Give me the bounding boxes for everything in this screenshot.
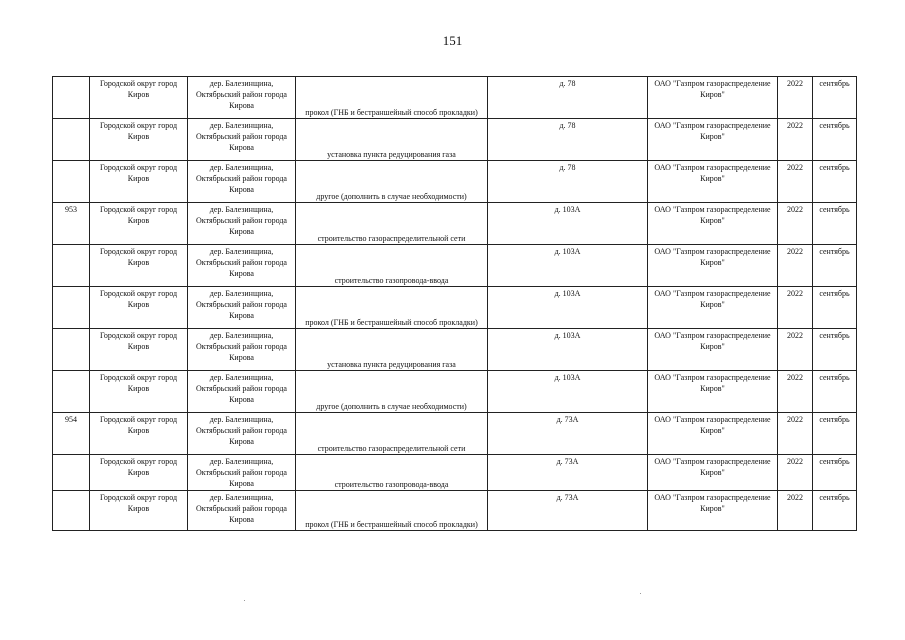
district-cell: Городской округ город Киров xyxy=(90,329,188,371)
locality-cell: дер. Балезинщина, Октябрьский район города Кирова xyxy=(188,413,296,455)
month-cell: сентябрь xyxy=(813,413,857,455)
row-number-cell xyxy=(53,455,90,491)
year-cell: 2022 xyxy=(778,203,813,245)
locality-cell: дер. Балезинщина, Октябрьский район города Кирова xyxy=(188,491,296,531)
row-number-cell xyxy=(53,329,90,371)
year-cell: 2022 xyxy=(778,245,813,287)
table-row xyxy=(53,203,857,245)
locality-cell: дер. Балезинщина, Октябрьский район города Кирова xyxy=(188,329,296,371)
year-cell: 2022 xyxy=(778,413,813,455)
table-row xyxy=(53,455,857,491)
month-cell: сентябрь xyxy=(813,329,857,371)
locality-cell: дер. Балезинщина, Октябрьский район города Кирова xyxy=(188,287,296,329)
district-cell: Городской округ город Киров xyxy=(90,245,188,287)
district-cell: Городской округ город Киров xyxy=(90,161,188,203)
district-cell: Городской округ город Киров xyxy=(90,413,188,455)
year-cell: 2022 xyxy=(778,119,813,161)
address-cell: д. 73А xyxy=(488,491,648,531)
year-cell: 2022 xyxy=(778,161,813,203)
district-cell: Городской округ город Киров xyxy=(90,119,188,161)
table-row xyxy=(53,413,857,455)
year-cell: 2022 xyxy=(778,491,813,531)
row-number-cell: 953 xyxy=(53,203,90,245)
address-cell: д. 78 xyxy=(488,119,648,161)
year-cell: 2022 xyxy=(778,455,813,491)
locality-cell: дер. Балезинщина, Октябрьский район города Кирова xyxy=(188,119,296,161)
locality-cell: дер. Балезинщина, Октябрьский район города Кирова xyxy=(188,203,296,245)
district-cell: Городской округ город Киров xyxy=(90,491,188,531)
table-row xyxy=(53,329,857,371)
organization-cell: ОАО "Газпром газораспределение Киров" xyxy=(648,203,778,245)
locality-cell: дер. Балезинщина, Октябрьский район города Кирова xyxy=(188,455,296,491)
year-cell: 2022 xyxy=(778,329,813,371)
organization-cell: ОАО "Газпром газораспределение Киров" xyxy=(648,455,778,491)
table-row xyxy=(53,77,857,119)
month-cell: сентябрь xyxy=(813,245,857,287)
scan-speck xyxy=(244,600,245,601)
work-type-cell: установка пункта редуцирования газа xyxy=(296,119,488,161)
locality-cell: дер. Балезинщина, Октябрьский район города Кирова xyxy=(188,371,296,413)
year-cell: 2022 xyxy=(778,371,813,413)
district-cell: Городской округ город Киров xyxy=(90,77,188,119)
address-cell: д. 78 xyxy=(488,161,648,203)
work-type-cell: строительство газопровода-ввода xyxy=(296,455,488,491)
address-cell: д. 103А xyxy=(488,245,648,287)
organization-cell: ОАО "Газпром газораспределение Киров" xyxy=(648,245,778,287)
address-cell: д. 103А xyxy=(488,329,648,371)
page-number: 151 xyxy=(442,33,463,48)
row-number-cell xyxy=(53,77,90,119)
organization-cell: ОАО "Газпром газораспределение Киров" xyxy=(648,329,778,371)
table-row xyxy=(53,491,857,531)
year-cell: 2022 xyxy=(778,287,813,329)
district-cell: Городской округ город Киров xyxy=(90,287,188,329)
locality-cell: дер. Балезинщина, Октябрьский район города Кирова xyxy=(188,161,296,203)
month-cell: сентябрь xyxy=(813,491,857,531)
organization-cell: ОАО "Газпром газораспределение Киров" xyxy=(648,119,778,161)
row-number-cell xyxy=(53,371,90,413)
work-type-cell: другое (дополнить в случае необходимости) xyxy=(296,371,488,413)
address-cell: д. 103А xyxy=(488,287,648,329)
address-cell: д. 103А xyxy=(488,371,648,413)
table-row xyxy=(53,161,857,203)
month-cell: сентябрь xyxy=(813,77,857,119)
table-row xyxy=(53,119,857,161)
month-cell: сентябрь xyxy=(813,455,857,491)
work-type-cell: другое (дополнить в случае необходимости) xyxy=(296,161,488,203)
address-cell: д. 73А xyxy=(488,413,648,455)
row-number-cell xyxy=(53,119,90,161)
locality-cell: дер. Балезинщина, Октябрьский район города Кирова xyxy=(188,77,296,119)
organization-cell: ОАО "Газпром газораспределение Киров" xyxy=(648,491,778,531)
address-cell: д. 103А xyxy=(488,203,648,245)
district-cell: Городской округ город Киров xyxy=(90,455,188,491)
organization-cell: ОАО "Газпром газораспределение Киров" xyxy=(648,413,778,455)
row-number-cell: 954 xyxy=(53,413,90,455)
locality-cell: дер. Балезинщина, Октябрьский район города Кирова xyxy=(188,245,296,287)
work-type-cell: прокол (ГНБ и бестраншейный способ прокладки) xyxy=(296,491,488,531)
organization-cell: ОАО "Газпром газораспределение Киров" xyxy=(648,371,778,413)
month-cell: сентябрь xyxy=(813,119,857,161)
work-type-cell: строительство газораспределительной сети xyxy=(296,413,488,455)
month-cell: сентябрь xyxy=(813,371,857,413)
row-number-cell xyxy=(53,491,90,531)
register-table xyxy=(52,76,857,531)
year-cell: 2022 xyxy=(778,77,813,119)
row-number-cell xyxy=(53,161,90,203)
scan-speck xyxy=(640,593,641,594)
address-cell: д. 78 xyxy=(488,77,648,119)
organization-cell: ОАО "Газпром газораспределение Киров" xyxy=(648,287,778,329)
district-cell: Городской округ город Киров xyxy=(90,371,188,413)
organization-cell: ОАО "Газпром газораспределение Киров" xyxy=(648,77,778,119)
month-cell: сентябрь xyxy=(813,203,857,245)
table-row xyxy=(53,287,857,329)
work-type-cell: установка пункта редуцирования газа xyxy=(296,329,488,371)
month-cell: сентябрь xyxy=(813,161,857,203)
work-type-cell: строительство газопровода-ввода xyxy=(296,245,488,287)
district-cell: Городской округ город Киров xyxy=(90,203,188,245)
work-type-cell: прокол (ГНБ и бестраншейный способ прокладки) xyxy=(296,77,488,119)
work-type-cell: строительство газораспределительной сети xyxy=(296,203,488,245)
row-number-cell xyxy=(53,245,90,287)
work-type-cell: прокол (ГНБ и бестраншейный способ прокладки) xyxy=(296,287,488,329)
address-cell: д. 73А xyxy=(488,455,648,491)
table-row xyxy=(53,371,857,413)
organization-cell: ОАО "Газпром газораспределение Киров" xyxy=(648,161,778,203)
table-row xyxy=(53,245,857,287)
month-cell: сентябрь xyxy=(813,287,857,329)
row-number-cell xyxy=(53,287,90,329)
